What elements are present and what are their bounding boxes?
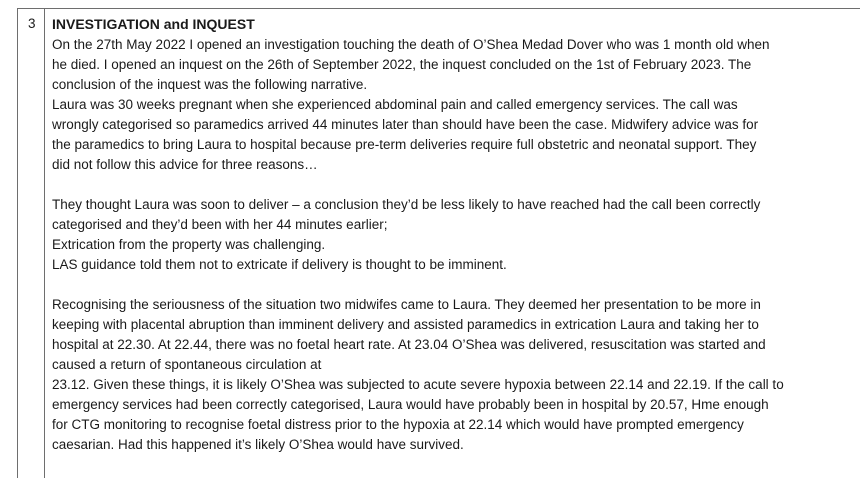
body-line: They thought Laura was soon to deliver – a conclusion they’d be less likely to have reached had the call been correctly xyxy=(52,197,761,212)
section-heading: INVESTIGATION and INQUEST xyxy=(52,16,255,32)
paragraph-gap xyxy=(52,175,857,195)
body-line: Laura was 30 weeks pregnant when she experienced abdominal pain and called emergency services. The call was xyxy=(52,97,738,112)
body-line: On the 27th May 2022 I opened an investigation touching the death of O’Shea Medad Dover who was 1 month old when xyxy=(52,37,770,52)
body-line: LAS guidance told them not to extricate if delivery is thought to be imminent. xyxy=(52,257,507,272)
section-number-cell xyxy=(18,9,45,478)
body-line: categorised and they’d been with her 44 minutes earlier; xyxy=(52,217,388,232)
body-line: he died. I opened an inquest on the 26th of September 2022, the inquest concluded on the 1st of February 2023. The xyxy=(52,57,752,72)
section-content xyxy=(52,15,857,455)
body-line: emergency services had been correctly categorised, Laura would have probably been in hospital by 20.57, Hme enough xyxy=(52,397,769,412)
paragraph-gap xyxy=(52,275,857,295)
body-line: 23.12. Given these things, it is likely O’Shea was subjected to acute severe hypoxia between 22.14 and 22.19. If the call to xyxy=(52,377,784,392)
body-line: for CTG monitoring to recognise foetal distress prior to the hypoxia at 22.14 which would have prompted emergency xyxy=(52,417,744,432)
body-line: hospital at 22.30. At 22.44, there was no foetal heart rate. At 23.04 O’Shea was delivered, resuscitation was started and xyxy=(52,337,766,352)
body-line: conclusion of the inquest was the following narrative. xyxy=(52,77,368,92)
body-line: Recognising the seriousness of the situation two midwifes came to Laura. They deemed her presentation to be more in xyxy=(52,297,761,312)
body-line: did not follow this advice for three reasons… xyxy=(52,157,318,172)
body-line: caesarian. Had this happened it’s likely O’Shea would have survived. xyxy=(52,437,464,452)
body-line: wrongly categorised so paramedics arrived 44 minutes later than should have been the case. Midwifery advice was for xyxy=(52,117,759,132)
body-line: caused a return of spontaneous circulation at xyxy=(52,357,322,372)
document-table xyxy=(17,8,860,478)
body-line: keeping with placental abruption than imminent delivery and assisted paramedics in extrication Laura and taking her to xyxy=(52,317,759,332)
section-number: 3 xyxy=(28,16,36,31)
body-line: Extrication from the property was challenging. xyxy=(52,237,326,252)
body-line: the paramedics to bring Laura to hospital because pre-term deliveries require full obstetric and neonatal support. They xyxy=(52,137,757,152)
